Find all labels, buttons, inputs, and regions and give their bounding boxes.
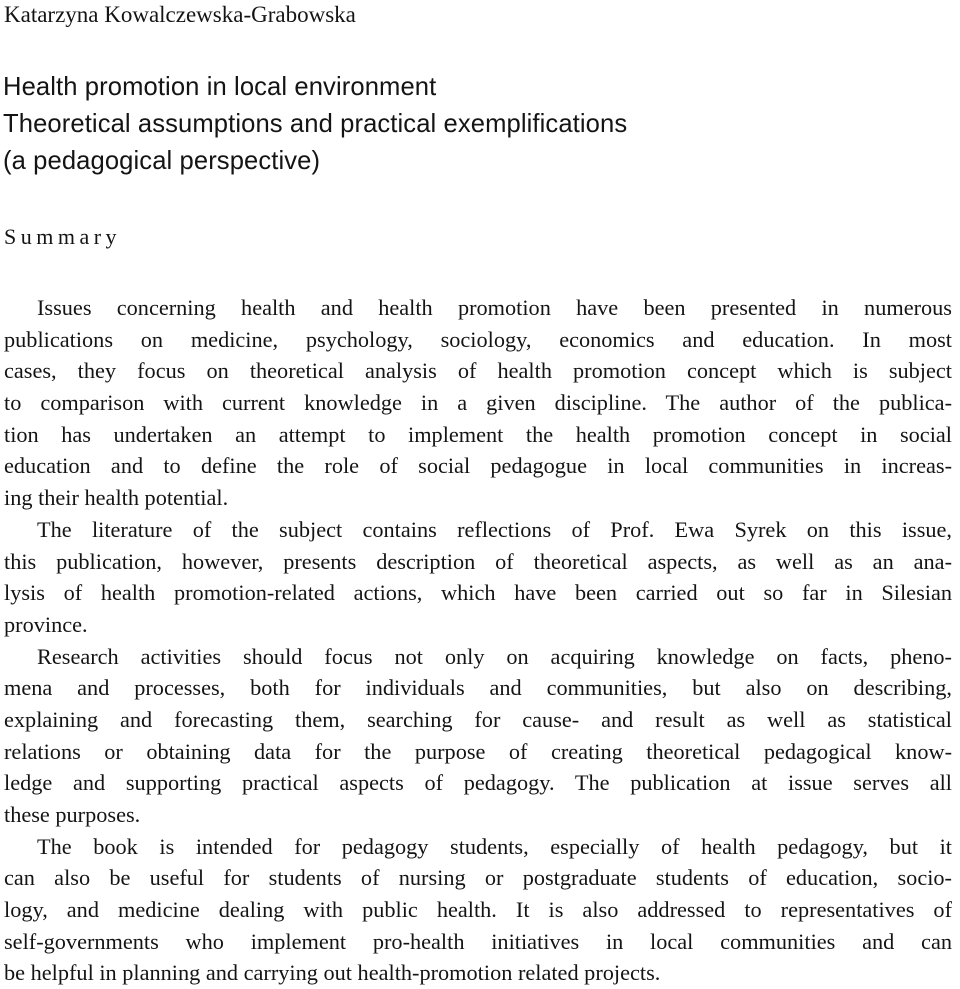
text-line: to comparison with current knowledge in a given discipline. The author of the publica- <box>4 390 952 416</box>
text-line: education and to define the role of social pedagogue in local communities in increas- <box>4 453 952 479</box>
document-title <box>3 69 627 180</box>
title-line: Health promotion in local environment <box>3 73 437 101</box>
text-line: Research activities should focus not only on acquiring knowledge on facts, pheno- <box>37 643 952 669</box>
text-line: The literature of the subject contains reflections of Prof. Ewa Syrek on this issue, <box>37 516 952 542</box>
summary-body <box>4 292 952 989</box>
text-line: Issues concerning health and health promotion have been presented in numerous <box>37 295 952 320</box>
text-line: be helpful in planning and carrying out health-promotion related projects. <box>4 960 661 986</box>
text-line: ing their health potential. <box>4 485 229 511</box>
text-line: relations or obtaining data for the purpose of creating theoretical pedagogical know- <box>4 738 952 764</box>
text-line: The book is intended for pedagogy students, especially of health pedagogy, but it <box>37 833 952 859</box>
text-line: ledge and supporting practical aspects of pedagogy. The publication at issue serves all <box>4 770 952 796</box>
text-line: lysis of health promotion-related actions, which have been carried out so far in Silesian <box>4 580 952 606</box>
text-line: can also be useful for students of nursing or postgraduate students of education, socio- <box>4 865 952 891</box>
text-line: self-governments who implement pro-health initiatives in local communities and can <box>4 928 952 954</box>
text-line: these purposes. <box>4 802 141 827</box>
text-line: logy, and medicine dealing with public health. It is also addressed to representatives of <box>4 897 952 923</box>
text-line: province. <box>4 611 88 637</box>
text-line: cases, they focus on theoretical analysis of health promotion concept which is subject <box>4 358 952 384</box>
text-line: explaining and forecasting them, searching for cause- and result as well as statistical <box>4 706 952 732</box>
text-line: mena and processes, both for individuals and communities, but also on describing, <box>4 675 952 701</box>
text-line: tion has undertaken an attempt to implement the health promotion concept in social <box>4 421 952 447</box>
text-line: publications on medicine, psychology, sociology, economics and education. In most <box>4 326 952 352</box>
title-line: Theoretical assumptions and practical exemplifications <box>3 110 628 138</box>
author-name: Katarzyna Kowalczewska-Grabowska <box>4 2 356 27</box>
text-line: this publication, however, presents description of theoretical aspects, as well as an ana- <box>4 548 952 574</box>
summary-heading: Summary <box>4 224 122 249</box>
title-line: (a pedagogical perspective) <box>3 147 321 175</box>
